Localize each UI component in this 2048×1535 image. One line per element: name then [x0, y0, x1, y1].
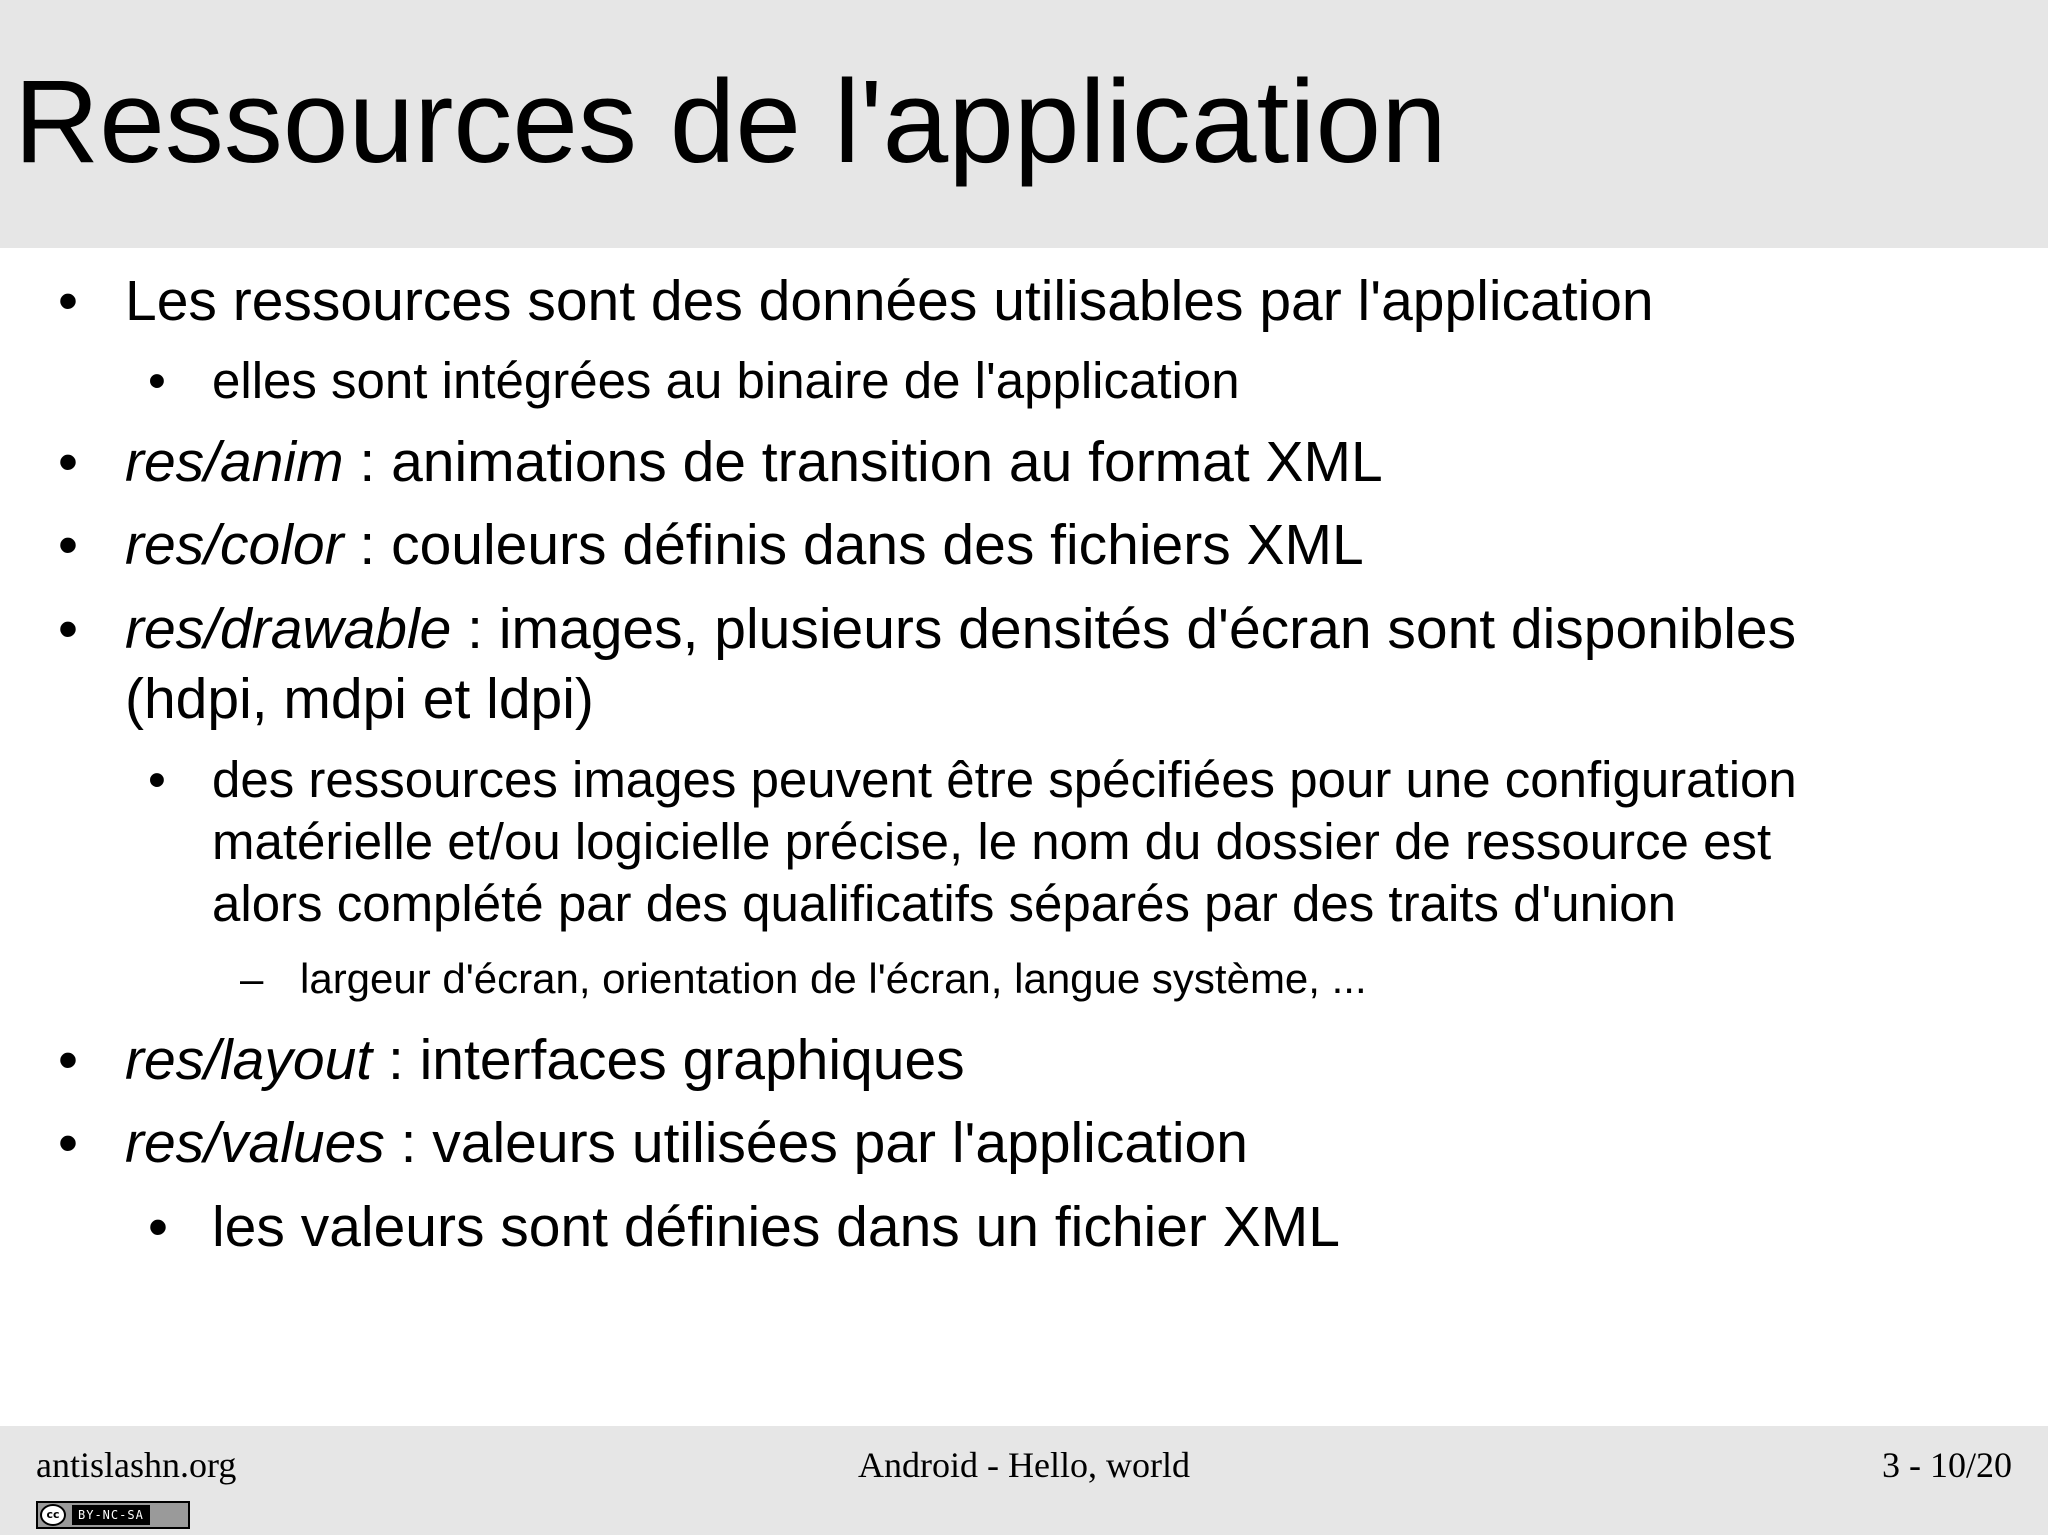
- bullet-text: alors complété par des qualificatifs séparés par des traits d'union: [212, 875, 1677, 932]
- sub-bullet-binary: [212, 350, 1240, 412]
- bullet-res-values: [125, 1108, 1248, 1178]
- slide-title: Ressources de l'application: [14, 56, 1447, 188]
- sub-bullet-qualifiers-line1: [212, 749, 1797, 811]
- bullet-text: matérielle et/ou logicielle précise, le nom du dossier de ressource est: [212, 813, 1772, 870]
- bullet-text: : valeurs utilisées par l'application: [384, 1111, 1248, 1175]
- bullet-text: elles sont intégrées au binaire de l'application: [212, 352, 1240, 409]
- license-badge-icon: [36, 1501, 190, 1529]
- sub-sub-bullet-examples: [300, 953, 1367, 1005]
- dash-marker: –: [240, 955, 264, 1002]
- sub-bullet-marker: •: [148, 1195, 168, 1259]
- sub-bullet-marker: •: [148, 751, 166, 808]
- bullet-res-layout: [125, 1025, 965, 1095]
- folder-term: res/color: [125, 513, 344, 577]
- sub-bullet-qualifiers-line3: [212, 873, 1676, 935]
- title-bar: [0, 0, 2048, 248]
- license-badge-label: BY-NC-SA: [72, 1505, 150, 1525]
- sub-bullet-marker: •: [148, 352, 166, 409]
- bullet-marker: •: [58, 597, 78, 661]
- bullet-text: des ressources images peuvent être spécifiées pour une configuration: [212, 751, 1797, 808]
- bullet-text: largeur d'écran, orientation de l'écran, langue système, ...: [300, 955, 1367, 1002]
- bullet-marker: •: [58, 269, 78, 333]
- bullet-marker: •: [58, 1028, 78, 1092]
- folder-term: res/layout: [125, 1028, 373, 1092]
- bullet-res-anim: [125, 427, 1383, 497]
- footer-page-number: 3 - 10/20: [1882, 1445, 2012, 1485]
- footer-presentation-title: Android - Hello, world: [858, 1445, 1190, 1485]
- cc-icon: cc: [40, 1504, 66, 1526]
- bullet-res-drawable-line2: [125, 664, 594, 734]
- bullet-text: : interfaces graphiques: [372, 1028, 965, 1092]
- bullet-text: Les ressources sont des données utilisables par l'application: [125, 269, 1654, 333]
- bullet-text: : images, plusieurs densités d'écran sont disponibles: [451, 597, 1797, 661]
- bullet-text: : couleurs définis dans des fichiers XML: [343, 513, 1364, 577]
- bullet-marker: •: [58, 430, 78, 494]
- bullet-marker: •: [58, 513, 78, 577]
- bullet-text: les valeurs sont définies dans un fichier XML: [212, 1195, 1340, 1259]
- sub-bullet-qualifiers-line2: [212, 811, 1771, 873]
- bullet-marker: •: [58, 1111, 78, 1175]
- sub-bullet-values-xml: [212, 1192, 1340, 1262]
- folder-term: res/anim: [125, 430, 344, 494]
- bullet-resources-intro: [125, 266, 1654, 336]
- folder-term: res/values: [125, 1111, 385, 1175]
- bullet-text: (hdpi, mdpi et ldpi): [125, 667, 594, 731]
- bullet-res-color: [125, 510, 1364, 580]
- bullet-text: : animations de transition au format XML: [343, 430, 1383, 494]
- folder-term: res/drawable: [125, 597, 452, 661]
- bullet-res-drawable: [125, 594, 1796, 664]
- footer-site: antislashn.org: [36, 1445, 237, 1485]
